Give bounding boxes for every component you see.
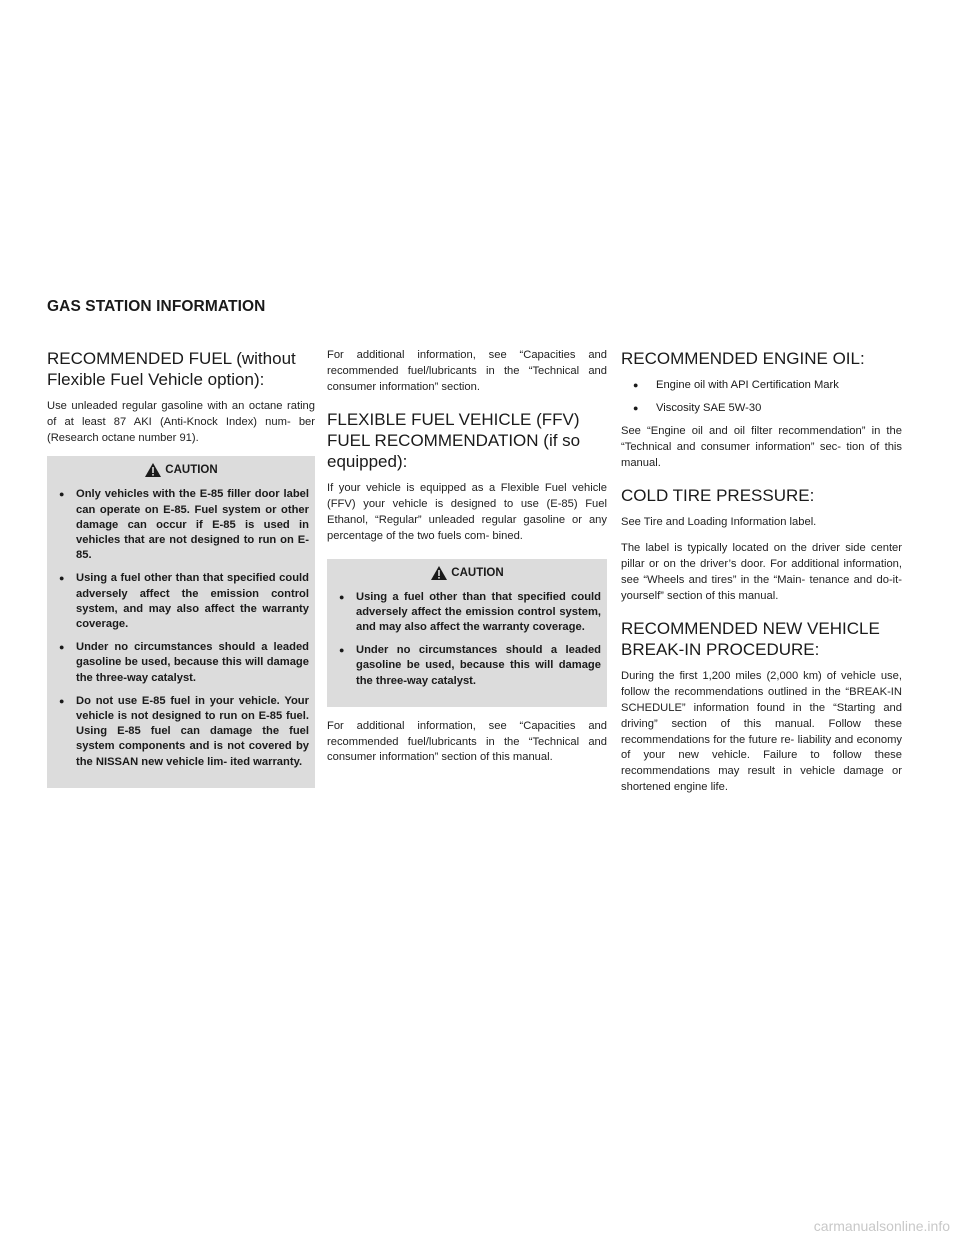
caution-item: ● Only vehicles with the E-85 filler door label can operate on E-85. Fuel system or other damage can occur if E-85 is used in vehicles that are not designed to run on E-85. — [47, 487, 309, 563]
caution-label: CAUTION — [451, 566, 504, 579]
engine-oil-title: RECOMMENDED ENGINE OIL: — [621, 349, 865, 368]
warning-icon — [144, 462, 162, 478]
tire-pressure-title: COLD TIRE PRESSURE: — [621, 486, 815, 506]
caution-list-fuel — [47, 487, 315, 769]
ffv-title: FLEXIBLE FUEL VEHICLE (FFV) FUEL RECOMMENDATION (if so equipped): — [327, 410, 581, 472]
caution-header — [327, 559, 607, 582]
recommended-fuel-title: RECOMMENDED FUEL (without Flexible Fuel Vehicle option): — [47, 349, 296, 389]
ffv-intro: For additional information, see “Capacities and recommended fuel/lubricants in the “Technical and consumer information” section. — [327, 349, 607, 393]
caution-item: ● Under no circumstances should a leaded gasoline be used, because this will damage the three-way catalyst. — [47, 640, 309, 686]
caution-item: ● Under no circumstances should a leaded gasoline be used, because this will damage the three-way catalyst. — [327, 643, 601, 689]
caution-list-ffv — [327, 590, 607, 689]
page-heading: GAS STATION INFORMATION — [47, 298, 266, 315]
watermark: carmanualsonline.info — [813, 1218, 950, 1234]
column-recommended-fuel — [47, 348, 315, 800]
caution-item: ● Using a fuel other than that specified could adversely affect the emission control system, and may also affect the warranty coverage. — [327, 590, 601, 636]
caution-item: ● Using a fuel other than that specified could adversely affect the emission control system, and may also affect the warranty coverage. — [47, 571, 309, 632]
column-oil-tire-breakin — [621, 348, 902, 806]
caution-box-ffv — [327, 559, 607, 707]
ffv-outro: For additional information, see “Capacities and recommended fuel/lubricants in the “Technical and consumer information” section of this manual. — [327, 719, 607, 764]
engine-oil-list — [621, 378, 902, 416]
break-in-body: During the first 1,200 miles (2,000 km) of vehicle use, follow the recommendations outlined in the “BREAK-IN SCHEDULE” information found in the “Starting and driving” section of this manual. Follow these recommendations for the future re- liability and economy of your new vehicle. Failure to follow these recommendations may result in vehicle damage or shortened engine life. — [621, 670, 902, 793]
caution-box-fuel — [47, 456, 315, 787]
column-ffv — [327, 348, 607, 776]
engine-oil-item: ● Engine oil with API Certification Mark — [621, 378, 902, 394]
break-in-title: RECOMMENDED NEW VEHICLE BREAK-IN PROCEDURE: — [621, 619, 880, 660]
ffv-body: If your vehicle is equipped as a Flexible Fuel vehicle (FFV) your vehicle is designed to use (E-85) Fuel Ethanol, “Regular” unleaded regular gasoline or any percentage of the two fuels com- bined. — [327, 482, 607, 542]
caution-label: CAUTION — [165, 464, 218, 477]
engine-oil-item: ● Viscosity SAE 5W-30 — [621, 401, 902, 417]
caution-item: ● Do not use E-85 fuel in your vehicle. Your vehicle is not designed to run on E-85 fuel. Using E-85 fuel can damage the fuel system components and is not covered by the NISSAN new vehicle lim- ited warranty. — [47, 694, 309, 770]
engine-oil-body: See “Engine oil and oil filter recommendation” in the “Technical and consumer information” sec- tion of this manual. — [621, 425, 902, 469]
recommended-fuel-body: Use unleaded regular gasoline with an octane rating of at least 87 AKI (Anti-Knock Index) num- ber (Research octane number 91). — [47, 400, 315, 444]
tire-pressure-body-2: The label is typically located on the driver side center pillar or on the driver’s door. For additional information, see “Wheels and tires” in the “Main- tenance and do-it-yourself” section of this manual. — [621, 542, 902, 602]
warning-icon — [430, 565, 448, 581]
tire-pressure-body-1: See Tire and Loading Information label. — [621, 516, 817, 529]
caution-header — [47, 456, 315, 479]
